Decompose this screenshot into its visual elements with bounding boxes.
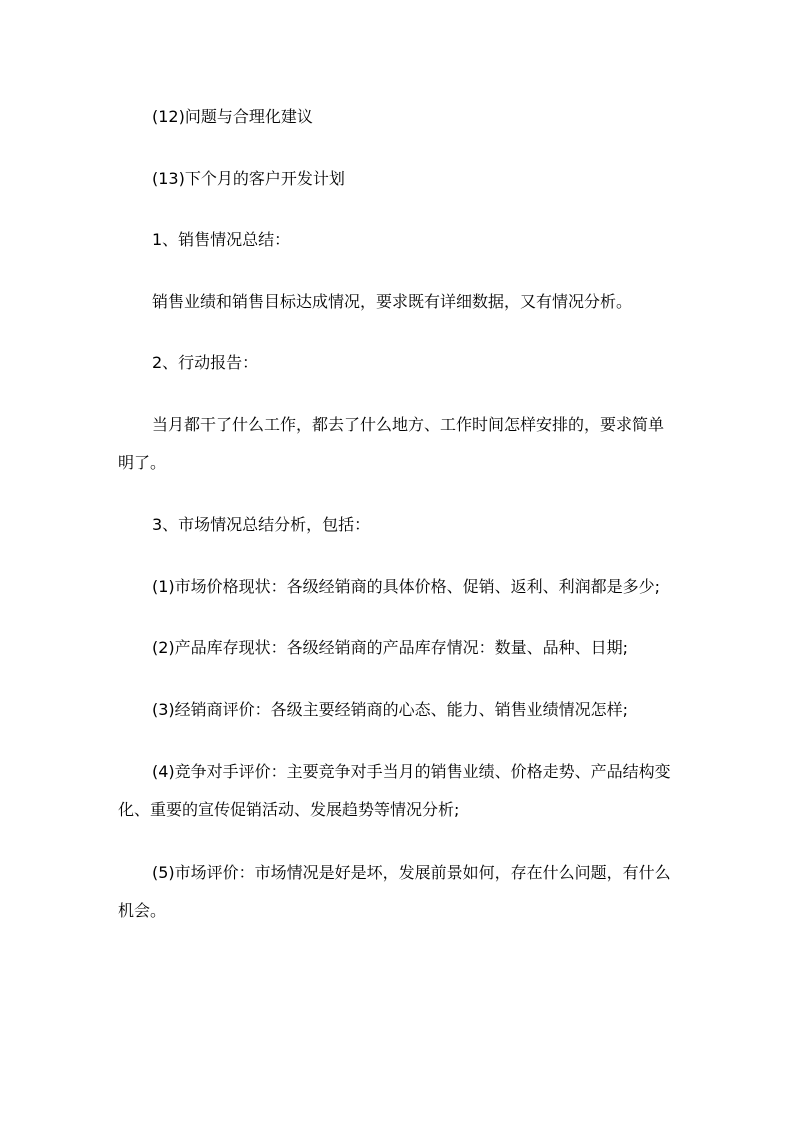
paragraph-market-evaluation: (5)市场评价：市场情况是好是坏，发展前景如何，存在什么问题，有什么机会。 [118,863,671,920]
paragraph-competitor-evaluation: (4)竞争对手评价：主要竞争对手当月的销售业绩、价格走势、产品结构变化、重要的宣传促销活动、发展趋势等情况分析; [118,762,671,819]
paragraph-dealer-evaluation: (3)经销商评价：各级主要经销商的心态、能力、销售业绩情况怎样; [152,700,629,719]
paragraph-inventory: (2)产品库存现状：各级经销商的产品库存情况：数量、品种、日期; [152,638,629,657]
heading-market-analysis: 3、市场情况总结分析，包括： [152,515,371,534]
paragraph-monthly-work: 当月都干了什么工作，都去了什么地方、工作时间怎样安排的，要求简单明了。 [118,415,665,472]
heading-sales-summary: 1、销售情况总结： [152,230,291,249]
paragraph-problems-suggestions: (12)问题与合理化建议 [152,107,313,126]
paragraph-next-month-plan: (13)下个月的客户开发计划 [152,169,345,188]
heading-action-report: 2、行动报告： [152,353,259,372]
paragraph-sales-performance: 销售业绩和销售目标达成情况，要求既有详细数据，又有情况分析。 [152,292,633,311]
paragraph-market-price: (1)市场价格现状：各级经销商的具体价格、促销、返利、利润都是多少; [152,577,661,596]
